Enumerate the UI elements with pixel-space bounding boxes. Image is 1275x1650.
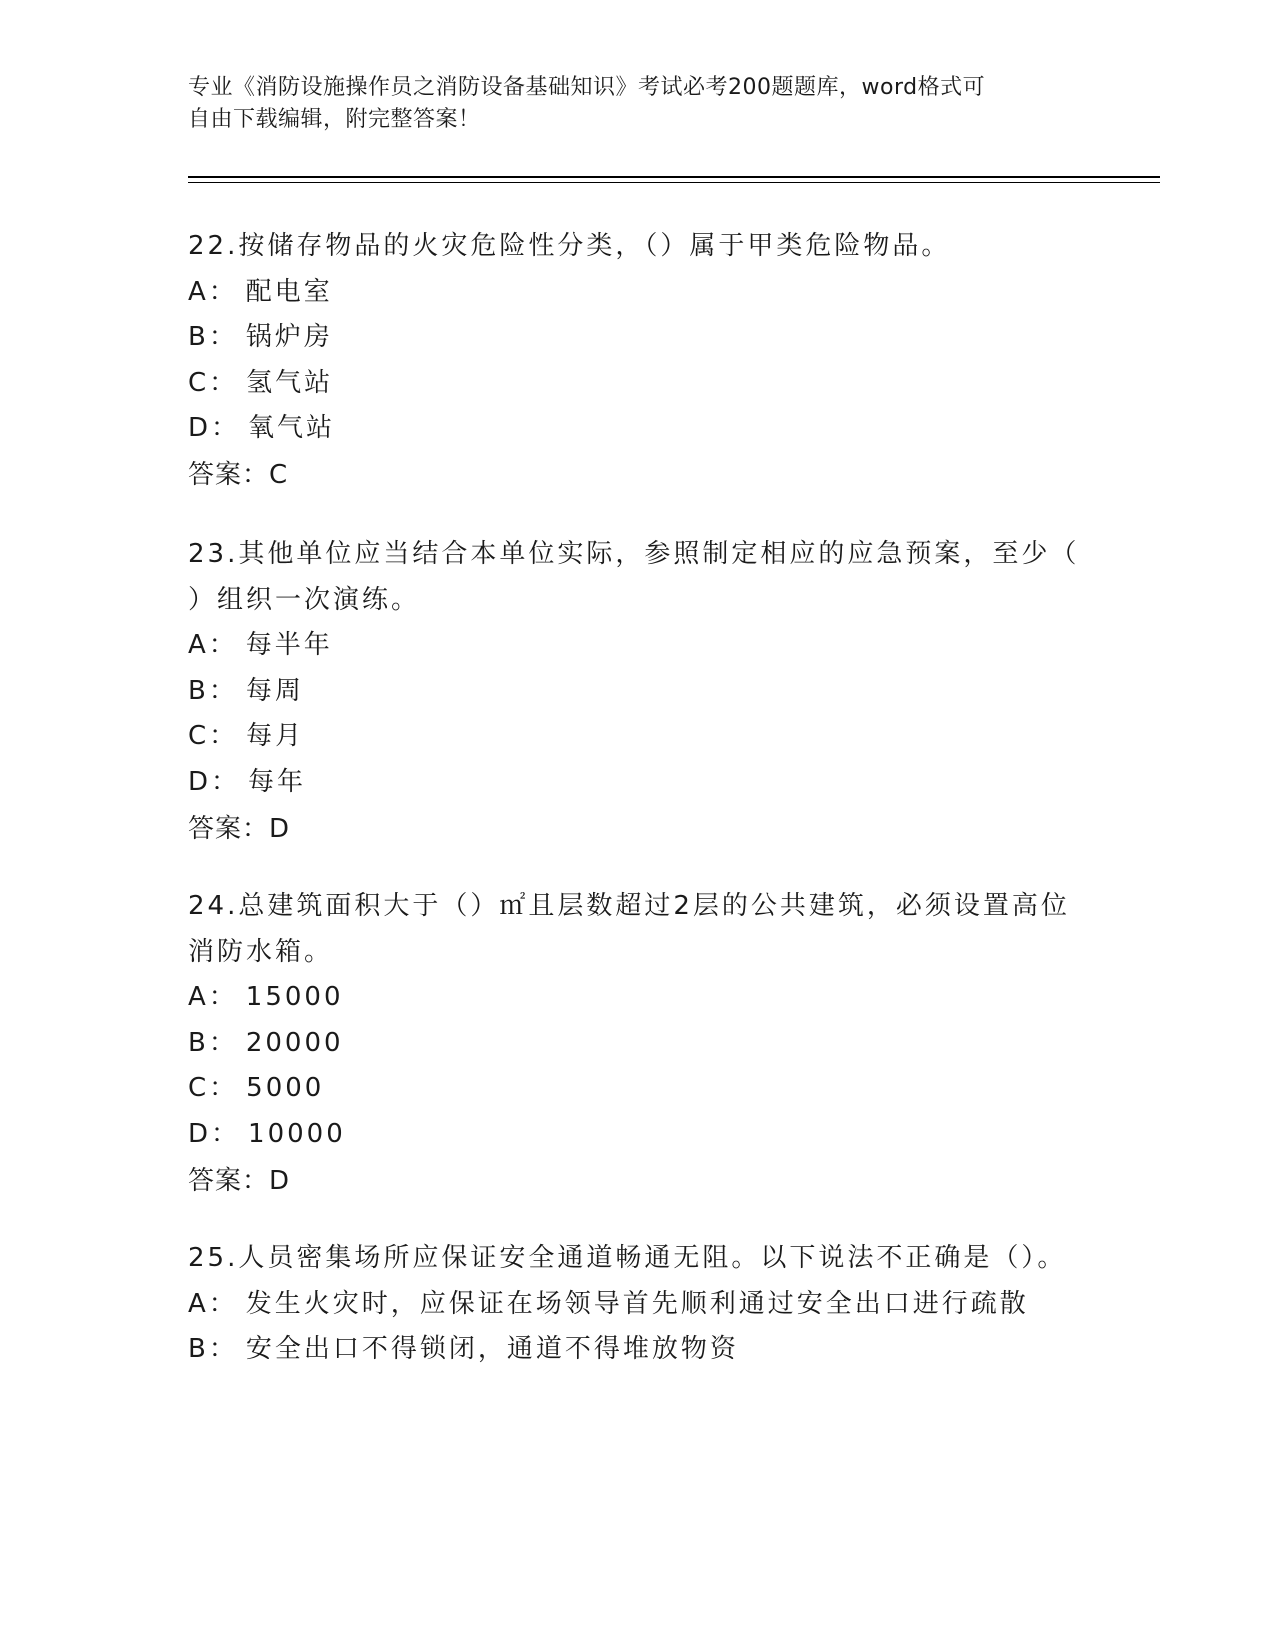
option-key: C： [188, 721, 239, 752]
option-d [188, 406, 1088, 452]
option-text: 氢气站 [246, 367, 334, 398]
question-stem: 22.按储存物品的火灾危险性分类，（）属于甲类危险物品。 [188, 231, 951, 261]
option-key: B： [188, 1027, 238, 1058]
header-line-1: 专业《消防设施操作员之消防设备基础知识》考试必考200题题库，word格式可 [188, 75, 986, 100]
option-a [188, 270, 1088, 316]
option-key: C： [188, 367, 239, 398]
option-c [188, 361, 1088, 407]
option-key: A： [188, 1288, 238, 1319]
option-a [188, 1282, 1088, 1328]
option-key: D： [188, 1118, 241, 1149]
header-divider-thick [188, 176, 1160, 178]
question-23 [188, 532, 1088, 852]
option-text: 10000 [248, 1118, 346, 1149]
option-key: D： [188, 413, 241, 444]
option-d [188, 760, 1088, 806]
option-key: C： [188, 1073, 239, 1104]
option-key: B： [188, 1334, 238, 1365]
option-text: 每周 [245, 675, 304, 706]
option-b [188, 669, 1088, 715]
option-text: 锅炉房 [245, 322, 333, 353]
question-stem-continued: ）组织一次演练。 [188, 584, 421, 615]
option-c [188, 714, 1088, 760]
question-stem: 23.其他单位应当结合本单位实际，参照制定相应的应急预案，至少（ [188, 539, 1080, 569]
option-text: 配电室 [245, 276, 333, 307]
option-text: 5000 [246, 1073, 325, 1104]
question-24 [188, 884, 1088, 1204]
option-key: B： [188, 675, 238, 706]
document-header [188, 72, 1068, 136]
option-d [188, 1112, 1088, 1158]
option-a [188, 975, 1088, 1021]
question-25 [188, 1236, 1088, 1373]
question-stem: 25.人员密集场所应保证安全通道畅通无阻。以下说法不正确是（）。 [188, 1243, 1067, 1273]
option-key: B： [188, 322, 238, 353]
option-b [188, 1021, 1088, 1067]
answer-line: 答案：D [188, 1165, 291, 1196]
option-text: 发生火灾时，应保证在场领导首先顺利通过安全出口进行疏散 [245, 1288, 1029, 1319]
option-text: 每月 [246, 721, 305, 752]
header-line-2: 自由下载编辑，附完整答案！ [188, 107, 481, 132]
option-text: 每年 [248, 766, 307, 797]
question-stem: 24.总建筑面积大于（）㎡且层数超过2层的公共建筑，必须设置高位 [188, 891, 1070, 921]
question-22 [188, 224, 1088, 498]
option-text: 氧气站 [248, 413, 336, 444]
option-text: 每半年 [245, 630, 333, 661]
option-c [188, 1066, 1088, 1112]
option-b [188, 1327, 1088, 1373]
question-stem-continued: 消防水箱。 [188, 936, 334, 967]
option-text: 15000 [245, 982, 344, 1013]
header-divider-thin [188, 182, 1160, 183]
option-b [188, 315, 1088, 361]
answer-line: 答案：D [188, 813, 291, 844]
option-key: D： [188, 766, 241, 797]
option-text: 20000 [245, 1027, 344, 1058]
option-key: A： [188, 982, 238, 1013]
answer-line: 答案：C [188, 459, 289, 490]
option-a [188, 623, 1088, 669]
option-key: A： [188, 630, 238, 661]
option-text: 安全出口不得锁闭，通道不得堆放物资 [245, 1334, 739, 1365]
option-key: A： [188, 276, 238, 307]
